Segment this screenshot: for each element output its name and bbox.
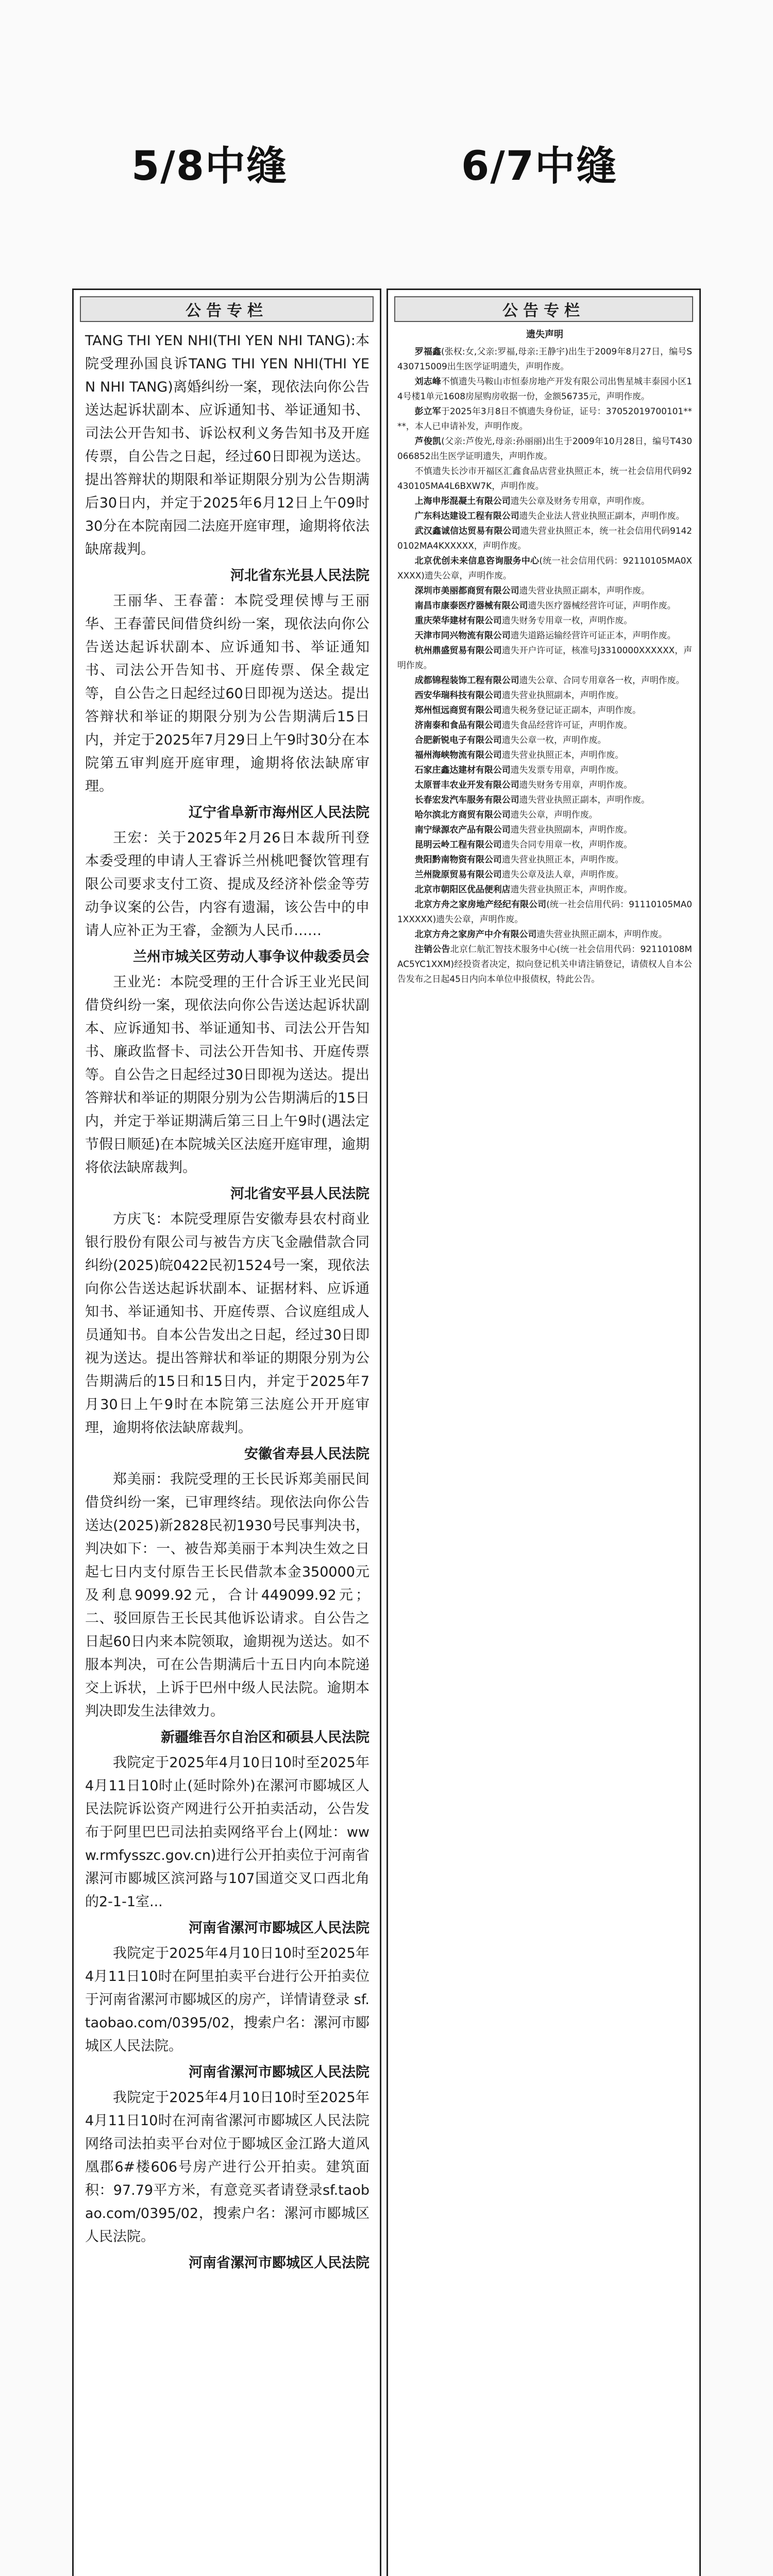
lost-notice-entry (397, 807, 692, 822)
lost-notice-entry (397, 464, 692, 494)
lost-notice-entry (397, 688, 692, 703)
entry-text: (统一社会信用代码：91110105MA01XXXXX)遗失公章，声明作废。 (397, 899, 693, 924)
lost-notice-entry (397, 822, 692, 837)
lost-notice-entry (397, 628, 692, 643)
notice-text: 我院定于2025年4月10日10时至2025年4月11日10时在阿里拍卖平台进行公开拍卖位于河南省漯河市郾城区的房产，详情请登录 sf.taobao.com/0395/02，搜索户名：漯河市郾城区人民法院。 (85, 1945, 369, 2054)
entry-text: 遗失营业执照正副本，声明作废。 (519, 585, 650, 596)
lost-notice-entry (397, 509, 692, 523)
lost-notice-entry (397, 867, 692, 882)
lost-notice-entry (397, 718, 692, 733)
entry-text: 遗失营业执照正本，声明作废。 (510, 884, 633, 894)
entry-text: 遗失公章、合同专用章各一枚，声明作废。 (519, 675, 685, 685)
lost-notice-entry (397, 613, 692, 628)
right-section-header: 公告专栏 (394, 296, 693, 322)
entry-name: 天津市同兴物流有限公司 (414, 630, 511, 640)
entry-text: 遗失财务专用章，声明作废。 (519, 779, 633, 790)
entry-name: 深圳市美丽都商贸有限公司 (414, 585, 519, 596)
notice-court-signature: 辽宁省阜新市海州区人民法院 (189, 805, 369, 821)
entry-name: 南宁绿源农产品有限公司 (414, 824, 511, 835)
lost-notice-entry (397, 673, 692, 688)
entry-text: 遗失财务专用章一枚，声明作废。 (501, 615, 633, 625)
entry-name: 济南泰和食品有限公司 (414, 720, 502, 730)
entry-text: 北京仁航汇智技术服务中心(统一社会信用代码：92110108MAC5YC1XXM)经投资者决定，拟向登记机关申请注销登记，请债权人自本公告发布之日起45日内向本单位申报债权，特此公告。 (397, 944, 692, 984)
right-notice-column (386, 289, 701, 2576)
entry-name: 北京市朝阳区优品便利店 (414, 884, 511, 894)
lost-notice-entry (397, 583, 692, 598)
notice-text: 王丽华、王春蕾：本院受理侯博与王丽华、王春蕾民间借贷纠纷一案，现依法向你公告送达起诉状副本、应诉通知书、举证通知书、司法公开告知书、开庭传票、保全裁定等，自公告之日起经过60日即视为送达。提出答辩状和举证的期限分别为公告期满后15日内，并定于2025年7月29日上午9时30分在本院第五审判庭开庭审理，逾期将依法缺席审理。 (85, 593, 369, 794)
entry-name: 北京优创未来信息咨询服务中心 (414, 555, 540, 566)
entry-text: 遗失税务登记证正副本，声明作废。 (501, 705, 641, 715)
lost-notice-entry (397, 643, 692, 673)
entry-name: 刘志峰 (414, 376, 441, 386)
entry-name: 福州海峡物流有限公司 (414, 750, 502, 760)
lost-notice-entry (397, 598, 692, 613)
entry-text: 遗失合同专用章一枚，声明作废。 (501, 839, 633, 850)
entry-text: 遗失营业执照副本，声明作废。 (501, 690, 624, 700)
lost-notice-entry (397, 748, 692, 762)
entry-name: 北京方舟之家房地产经纪有限公司 (414, 899, 547, 909)
entry-text: 遗失开户许可证，核准号J3310000XXXXXX，声明作废。 (397, 645, 693, 670)
entry-text: 遗失企业法人营业执照正副本，声明作废。 (519, 511, 685, 521)
entry-name: 长春宏发汽车服务有限公司 (414, 794, 519, 805)
lost-notice-entry (397, 374, 692, 404)
entry-text: 遗失营业执照正本，统一社会信用代码91420102MA4KXXXXX，声明作废。 (397, 526, 693, 551)
notice-text: 王宏：关于2025年2月26日本裁所刊登本委受理的申请人王睿诉兰州桃吧餐饮管理有限公司要求支付工资、提成及经济补偿金等劳动争议案的公告，内容有遗漏，该公告中的申请人应补正为王睿，金额为人民币…… (85, 830, 369, 939)
notice-court-signature: 河南省漯河市郾城区人民法院 (189, 2255, 369, 2271)
lost-notice-entry (397, 792, 692, 807)
entry-name: 杭州鼎盛贸易有限公司 (414, 645, 502, 655)
lost-notice-entry (397, 852, 692, 867)
entry-name: 贵阳黔南物资有限公司 (414, 854, 502, 865)
left-notice-column (72, 289, 381, 2576)
entry-text: 遗失营业执照正副本，声明作废。 (536, 929, 667, 939)
entry-text: 遗失道路运输经营许可证正本，声明作废。 (510, 630, 676, 640)
entry-text: 遗失营业执照副本，声明作废。 (510, 824, 633, 835)
entry-name: 兰州陇原贸易有限公司 (414, 869, 502, 879)
entry-text: 遗失营业执照正本，声明作废。 (501, 750, 624, 760)
notice-text: 我院定于2025年4月10日10时至2025年4月11日10时止(延时除外)在漯河市郾城区人民法院诉讼资产网进行公开拍卖活动，公告发布于阿里巴巴司法拍卖网络平台上(网址：www.rmfysszc.gov.cn)进行公开拍卖位于河南省漯河市郾城区滨河路与107国道交叉口西北角的2-1-1室... (85, 1755, 369, 1910)
notice-text: 王业光：本院受理的王什合诉王业光民间借贷纠纷一案，现依法向你公告送达起诉状副本、应诉通知书、举证通知书、司法公开告知书、廉政监督卡、司法公开告知书、开庭传票等。自公告之日起经过30日即视为送达。提出答辩状和举证的期限分别为公告期满后的15日内，并定于举证期满后第三日上午9时(遇法定节假日顺延)在本院城关区法庭开庭审理，逾期将依法缺席裁判。 (85, 974, 369, 1176)
entry-name: 芦俊凯 (414, 436, 442, 446)
entry-name: 郑州恒远商贸有限公司 (414, 705, 502, 715)
lost-notice-entry (397, 927, 692, 942)
left-notice-body (74, 322, 380, 2275)
lost-notice-entry (397, 777, 692, 792)
entry-name: 哈尔滨北方商贸有限公司 (414, 809, 511, 820)
notice-text: 方庆飞：本院受理原告安徽寿县农村商业银行股份有限公司与被告方庆飞金融借款合同纠纷(2025)皖0422民初1524号一案，现依法向你公告送达起诉状副本、证据材料、应诉通知书、举证通知书、开庭传票、合议庭组成人员通知书。自本公告发出之日起，经过30日即视为送达。提出答辩状和举证的期限分别为公告期满后的15日和15日内，并定于2025年7月30日上午9时在本院第三法庭公开开庭审理，逾期将依法缺席裁判。 (85, 1211, 369, 1436)
entry-name: 西安华瑞科技有限公司 (414, 690, 502, 700)
lost-notice-entry (397, 762, 692, 777)
entry-text: 遗失食品经营许可证，声明作废。 (501, 720, 633, 730)
entry-text: 遗失公章及财务专用章，声明作废。 (510, 496, 650, 506)
lost-notice-entry (397, 703, 692, 718)
entry-name: 昆明云岭工程有限公司 (414, 839, 502, 850)
entry-text: (张权:女,父亲:罗福,母亲:王静宇)出生于2009年8月27日，编号S430715009出生医学证明遗失，声明作废。 (397, 346, 693, 371)
entry-text: 遗失医疗器械经营许可证，声明作废。 (528, 600, 676, 611)
entry-text: 遗失公章，声明作废。 (510, 809, 598, 820)
lost-notice-entry (397, 553, 692, 583)
entry-name: 广东科达建设工程有限公司 (414, 511, 519, 521)
entry-name: 重庆荣华建材有限公司 (414, 615, 502, 625)
entry-text: (统一社会信用代码：92110105MA0XXXXX)遗失公章，声明作废。 (397, 555, 692, 581)
entry-text: 于2025年3月8日不慎遗失身份证，证号：37052019700101****，本人已申请补发，声明作废。 (397, 406, 692, 431)
lost-notice-entry (397, 494, 692, 509)
lost-notice-entry (397, 434, 692, 464)
entry-text: 遗失营业执照正副本，声明作废。 (519, 794, 650, 805)
notice-court-signature: 河北省东光县人民法院 (230, 568, 369, 584)
entry-name: 武汉鑫诚信达贸易有限公司 (414, 526, 520, 536)
left-column-date-title: 5/8中缝 (131, 143, 288, 190)
notice-court-signature: 河北省安平县人民法院 (230, 1186, 369, 1202)
lost-notice-entry (397, 523, 692, 553)
entry-text: 遗失发票专用章，声明作废。 (510, 765, 624, 775)
entry-text: 不慎遗失长沙市开福区汇鑫食品店营业执照正本，统一社会信用代码92430105MA4L6BXW7K，声明作废。 (397, 466, 692, 491)
entry-text: 不慎遗失马鞍山市恒泰房地产开发有限公司出售星城丰泰园小区14号楼1单元1608房屋购房收据一份，金额56735元，声明作废。 (397, 376, 692, 401)
entry-text: 遗失公章一枚，声明作废。 (501, 735, 607, 745)
right-column-date-title: 6/7中缝 (461, 143, 618, 190)
right-sub-header: 遗失声明 (526, 329, 563, 340)
entry-name: 注销公告 (414, 944, 450, 954)
notice-court-signature: 河南省漯河市郾城区人民法院 (189, 1920, 369, 1936)
notice-text: 我院定于2025年4月10日10时至2025年4月11日10时在河南省漯河市郾城区人民法院网络司法拍卖平台对位于郾城区金江路大道风凰郡6#楼606号房产进行公开拍卖。建筑面积：97.79平方米，有意竞买者请登录sf.taobao.com/0395/02，搜索户名：漯河市郾城区人民法院。 (85, 2090, 369, 2245)
notice-text: TANG THI YEN NHI(THI YEN NHI TANG):本院受理孙国良诉TANG THI YEN NHI(THI YEN NHI TANG)离婚纠纷一案，现依法向你公告送达起诉状副本、应诉通知书、举证通知书、司法公开告知书、诉讼权利义务告知书及开庭传票，自公告之日起，经过60日即视为送达。提出答辩状的期限和举证期限分别为公告期满后30日内，并定于2025年6月12日上午09时30分在本院南园二法庭开庭审理，逾期将依法缺席裁判。 (85, 333, 369, 557)
lost-notice-entry (397, 837, 692, 852)
entry-text: (父亲:芦俊光,母亲:孙丽丽)出生于2009年10月28日，编号T430066852出生医学证明遗失，声明作废。 (397, 436, 693, 461)
entry-name: 罗福鑫 (414, 346, 441, 357)
lost-notice-entry (397, 897, 692, 927)
left-section-header: 公告专栏 (80, 296, 374, 322)
entry-text: 遗失营业执照正本，声明作废。 (501, 854, 624, 865)
entry-text: 遗失公章及法人章，声明作废。 (501, 869, 624, 879)
notice-court-signature: 新疆维吾尔自治区和硕县人民法院 (161, 1730, 369, 1745)
entry-name: 南昌市康泰医疗器械有限公司 (414, 600, 528, 611)
lost-notice-entry (397, 733, 692, 748)
notice-text: 郑美丽：我院受理的王长民诉郑美丽民间借贷纠纷一案，已审理终结。现依法向你公告送达(2025)新2828民初1930号民事判决书，判决如下：一、被告郑美丽于本判决生效之日起七日内支付原告王长民借款本金350000元及利息9099.92元，合计449099.92元；二、驳回原告王长民其他诉讼请求。自公告之日起60日内来本院领取，逾期视为送达。如不服本判决，可在公告期满后十五日内向本院递交上诉状，上诉于巴州中级人民法院。逾期本判决即发生法律效力。 (85, 1471, 369, 1719)
entry-name: 石家庄鑫达建材有限公司 (414, 765, 511, 775)
entry-name: 成都锦程装饰工程有限公司 (414, 675, 519, 685)
lost-notice-entry (397, 344, 692, 374)
lost-notice-entry (397, 404, 692, 434)
notice-court-signature: 兰州市城关区劳动人事争议仲裁委员会 (133, 949, 369, 965)
notice-court-signature: 河南省漯河市郾城区人民法院 (189, 2064, 369, 2080)
right-notice-body (388, 322, 699, 987)
entry-name: 上海申彤混凝土有限公司 (414, 496, 511, 506)
notice-court-signature: 安徽省寿县人民法院 (244, 1446, 369, 1462)
lost-notice-entry (397, 942, 692, 987)
entry-name: 太原晋丰农业开发有限公司 (414, 779, 519, 790)
entry-name: 彭立军 (414, 406, 441, 416)
entry-name: 合肥新锐电子有限公司 (414, 735, 502, 745)
entry-name: 北京方舟之家房产中介有限公司 (414, 929, 537, 939)
lost-notice-entry (397, 882, 692, 897)
